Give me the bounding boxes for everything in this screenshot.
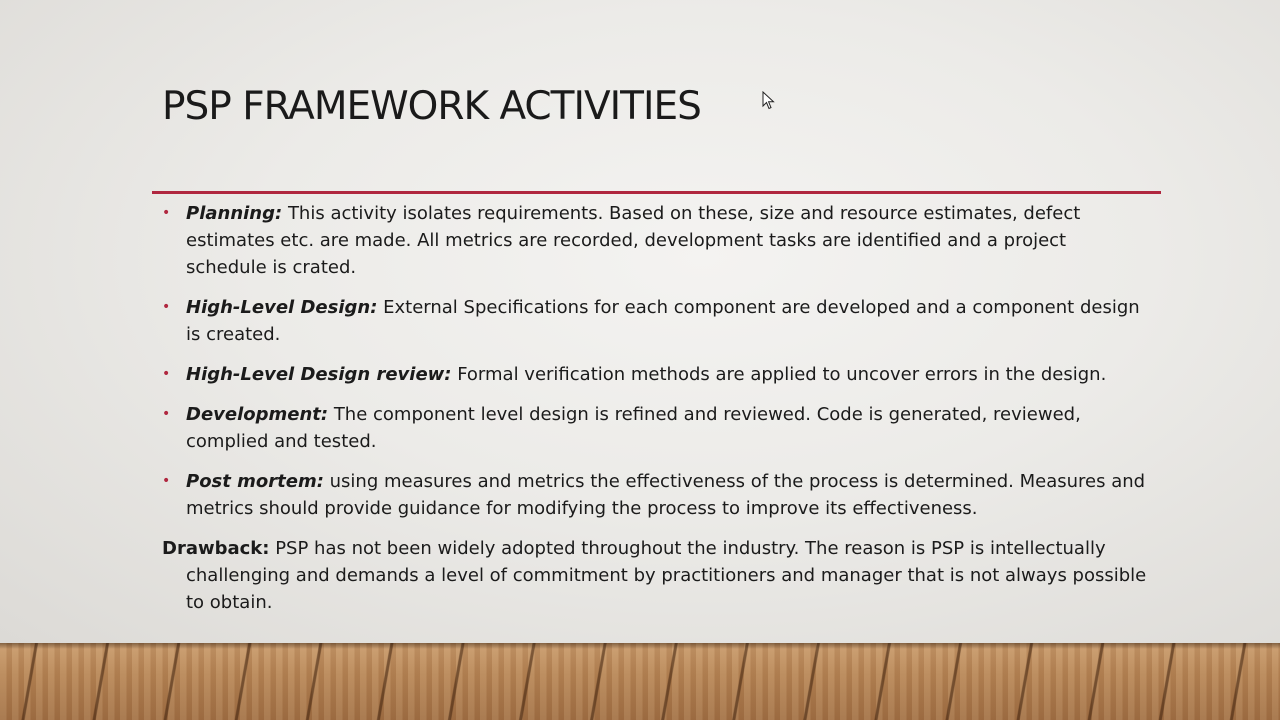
bullet-text: Formal verification methods are applied to uncover errors in the design. [451,364,1107,385]
bullet-dot: • [162,366,171,382]
bullet-dot: • [162,473,171,489]
bullet-term: High-Level Design review: [186,364,452,385]
bullet-text: using measures and metrics the effectiveness of the process is determined. Measures and metrics should provide guidance for modifying the process to improve its effectiveness. [186,471,1146,519]
drawback-text: PSP has not been widely adopted throughout the industry. The reason is PSP is intellectually challenging and demands a level of commitment by practitioners and manager that is not always possible to obtain. [186,538,1147,613]
mouse-pointer-icon [762,91,776,111]
bullet-term: Development: [186,404,329,425]
bullet-item-development [160,401,1150,455]
bullet-dot: • [162,299,171,315]
bullet-term: Planning: [186,203,283,224]
title-underline [152,191,1161,194]
bullet-term: High-Level Design: [186,297,378,318]
bullet-text: The component level design is refined and reviewed. Code is generated, reviewed, complied and tested. [186,404,1081,452]
bullet-item-planning [160,200,1150,281]
bullet-dot: • [162,205,171,221]
floor-shadow [0,643,1280,649]
bullet-item-high-level-design [160,294,1150,348]
wood-floor-background [0,643,1280,720]
bullet-text: External Specifications for each component are developed and a component design is created. [186,297,1140,345]
bullet-dot: • [162,406,171,422]
slide-body [160,200,1150,616]
bullet-item-post-mortem [160,468,1150,522]
slide-title: PSP FRAMEWORK ACTIVITIES [162,84,701,129]
bullet-term: Post mortem: [186,471,324,492]
bullet-item-high-level-design-review [160,361,1150,388]
drawback-paragraph [160,535,1150,616]
drawback-term: Drawback: [162,538,270,559]
bullet-text: This activity isolates requirements. Based on these, size and resource estimates, defect estimates etc. are made. All metrics are recorded, development tasks are identified and a project schedule is crated. [186,203,1081,278]
